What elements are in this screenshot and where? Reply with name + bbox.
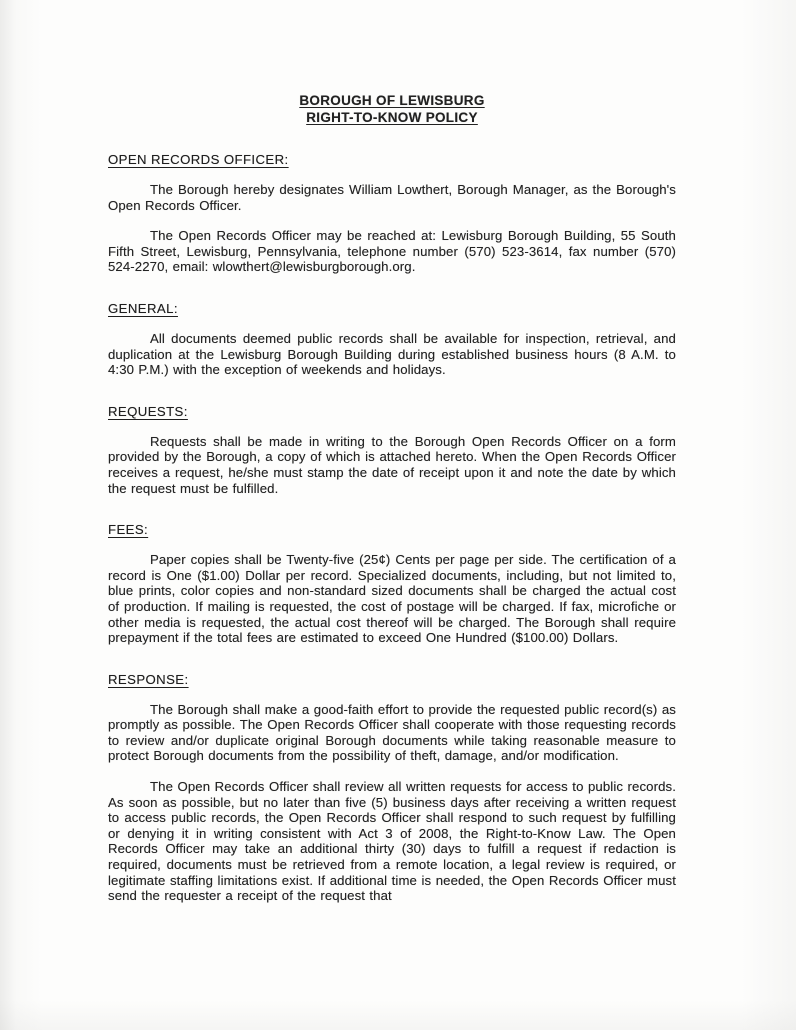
paragraph-requests: Requests shall be made in writing to the Borough Open Records Officer on a form provided by the Borough, a copy of which is attached hereto. When the Open Records Officer receives a request, he/she must stamp the date of receipt upon it and note the date by which the request must be fulfilled.: [108, 433, 676, 496]
paragraph-contact-info: The Open Records Officer may be reached at: Lewisburg Borough Building, 55 South Fifth Street, Lewisburg, Pennsylvania, telephone number (570) 523-3614, fax number (570) 524-2270, email: wlowthert@lewisburgborough.org.: [108, 228, 676, 275]
paragraph-fees: Paper copies shall be Twenty-five (25¢) Cents per page per side. The certification of a record is One ($1.00) Dollar per record. Specialized documents, including, but not limited to, blue prints, color copies and non-standard sized documents shall be charged the actual cost of production. If mailing is requested, the cost of postage will be charged. If fax, microfiche or other media is requested, the actual cost thereof will be charged. The Borough shall require prepayment if the total fees are estimated to exceed One Hundred ($100.00) Dollars.: [108, 552, 676, 646]
section-heading-general: GENERAL:: [108, 300, 178, 316]
section-heading-response: RESPONSE:: [108, 671, 189, 687]
paragraph-designation: The Borough hereby designates William Lowthert, Borough Manager, as the Borough's Open Records Officer.: [108, 182, 676, 213]
paragraph-response-review: The Open Records Officer shall review all written requests for access to public records. As soon as possible, but no later than five (5) business days after receiving a written request to access public records, the Open Records Officer shall respond to such request by fulfilling or denying it in writing consistent with Act 3 of 2008, the Right-to-Know Law. The Open Records Officer may take an additional thirty (30) days to fulfill a request if redaction is required, documents must be retrieved from a remote location, a legal review is required, or legitimate staffing limitations exist. If additional time is needed, the Open Records Officer must send the requester a receipt of the request that: [108, 779, 676, 904]
section-heading-open-records-officer: OPEN RECORDS OFFICER:: [108, 152, 289, 167]
document-title-line-1: BOROUGH OF LEWISBURG: [299, 93, 485, 108]
paragraph-response-good-faith: The Borough shall make a good-faith effort to provide the requested public record(s) as promptly as possible. The Open Records Officer shall cooperate with those requesting records to review and/or duplicate original Borough documents while taking reasonable measure to protect Borough documents from the possibility of theft, damage, and/or modification.: [108, 701, 676, 764]
section-heading-requests: REQUESTS:: [108, 403, 188, 419]
document-title: [108, 92, 676, 126]
section-heading-fees: FEES:: [108, 522, 149, 538]
document-title-line-2: RIGHT-TO-KNOW POLICY: [306, 110, 478, 125]
paragraph-general: All documents deemed public records shall be available for inspection, retrieval, and duplication at the Lewisburg Borough Building during established business hours (8 A.M. to 4:30 P.M.) with the exception of weekends and holidays.: [108, 330, 676, 378]
